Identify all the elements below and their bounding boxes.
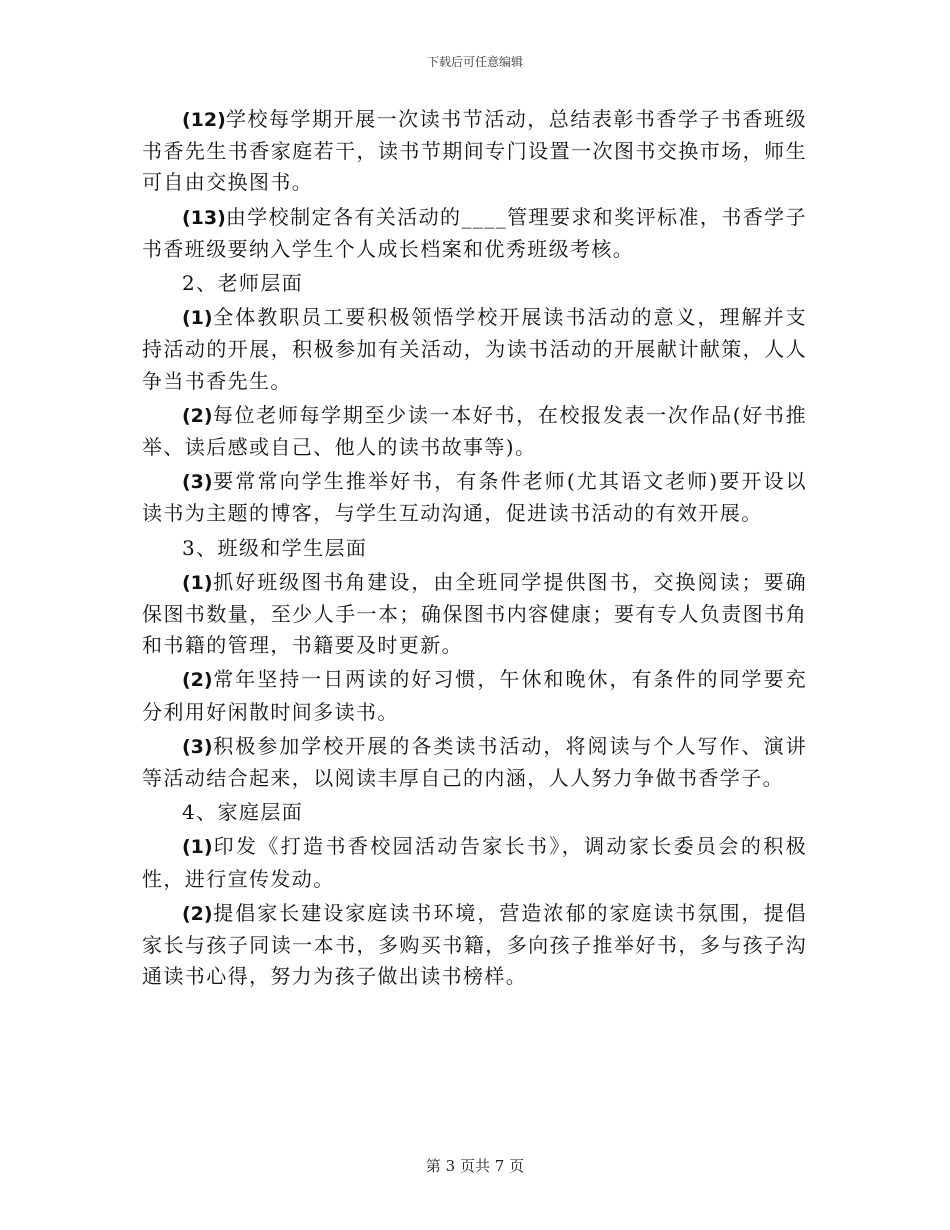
item-number: (12) [182, 109, 226, 131]
section-heading-class-student [142, 533, 807, 567]
teacher-item-2 [142, 400, 807, 466]
paragraph-text: 要常常向学生推举好书，有条件老师(尤其语文老师)要开设以读书为主题的博客，与学生互动沟通，促进读书活动的有效开展。 [142, 469, 807, 526]
section-heading-text: 3、班级和学生层面 [182, 535, 368, 560]
paragraph-text: 每位老师每学期至少读一本好书，在校报发表一次作品(好书推举、读后感或自己、他人的读书故事等)。 [142, 402, 807, 460]
class-item-2 [142, 664, 807, 730]
item-number: (2) [182, 404, 213, 427]
item-number: (3) [182, 471, 213, 494]
item-number: (1) [182, 307, 213, 330]
teacher-item-1 [142, 302, 807, 400]
class-item-1 [142, 567, 807, 665]
item-number: (1) [182, 836, 213, 859]
teacher-item-3 [142, 466, 807, 532]
item-number: (3) [182, 735, 213, 758]
item-number: (2) [182, 669, 213, 692]
section-heading-text: 4、家庭层面 [182, 800, 304, 825]
paragraph-text: 抓好班级图书角建设，由全班同学提供图书，交换阅读；要确保图书数量，至少人手一本；确保图书内容健康；要有专人负责图书角和书籍的管理，书籍要及时更新。 [142, 569, 807, 658]
page-footer: 第 3 页共 7 页 [425, 1157, 525, 1175]
section-heading-family [142, 797, 807, 831]
paragraph-12 [142, 104, 807, 202]
paragraph-text: 由学校制定各有关活动的____管理要求和奖评标准，书香学子书香班级要纳入学生个人成长档案和优秀班级考核。 [142, 204, 807, 261]
family-item-2 [142, 898, 807, 996]
paragraph-text: 积极参加学校开展的各类读书活动，将阅读与个人写作、演讲等活动结合起来，以阅读丰厚自己的内涵，人人努力争做书香学子。 [142, 733, 807, 791]
item-number: (1) [182, 571, 213, 594]
class-item-3 [142, 731, 807, 797]
paragraph-text: 提倡家长建设家庭读书环境，营造浓郁的家庭读书氛围，提倡家长与孩子同读一本书，多购买书籍，多向孩子推举好书，多与孩子沟通读书心得，努力为孩子做出读书榜样。 [142, 900, 807, 989]
paragraph-text: 全体教职员工要积极领悟学校开展读书活动的意义，理解并支持活动的开展，积极参加有关活动，为读书活动的开展献计献策，人人争当书香先生。 [142, 305, 807, 393]
item-number: (2) [182, 902, 213, 925]
document-body [142, 104, 807, 995]
paragraph-13 [142, 202, 807, 268]
paragraph-text: 常年坚持一日两读的好习惯，午休和晚休，有条件的同学要充分利用好闲散时间多读书。 [142, 667, 807, 724]
item-number: (13) [182, 206, 226, 229]
section-heading-teacher [142, 268, 807, 302]
paragraph-text: 学校每学期开展一次读书节活动，总结表彰书香学子书香班级书香先生书香家庭若干，读书节期间专门设置一次图书交换市场，师生可自由交换图书。 [142, 107, 807, 195]
section-heading-text: 2、老师层面 [182, 271, 304, 296]
page-header: 下载后可任意编辑 [426, 55, 523, 69]
family-item-1 [142, 831, 807, 897]
paragraph-text: 印发《打造书香校园活动告家长书》，调动家长委员会的积极性，进行宣传发动。 [142, 834, 807, 891]
